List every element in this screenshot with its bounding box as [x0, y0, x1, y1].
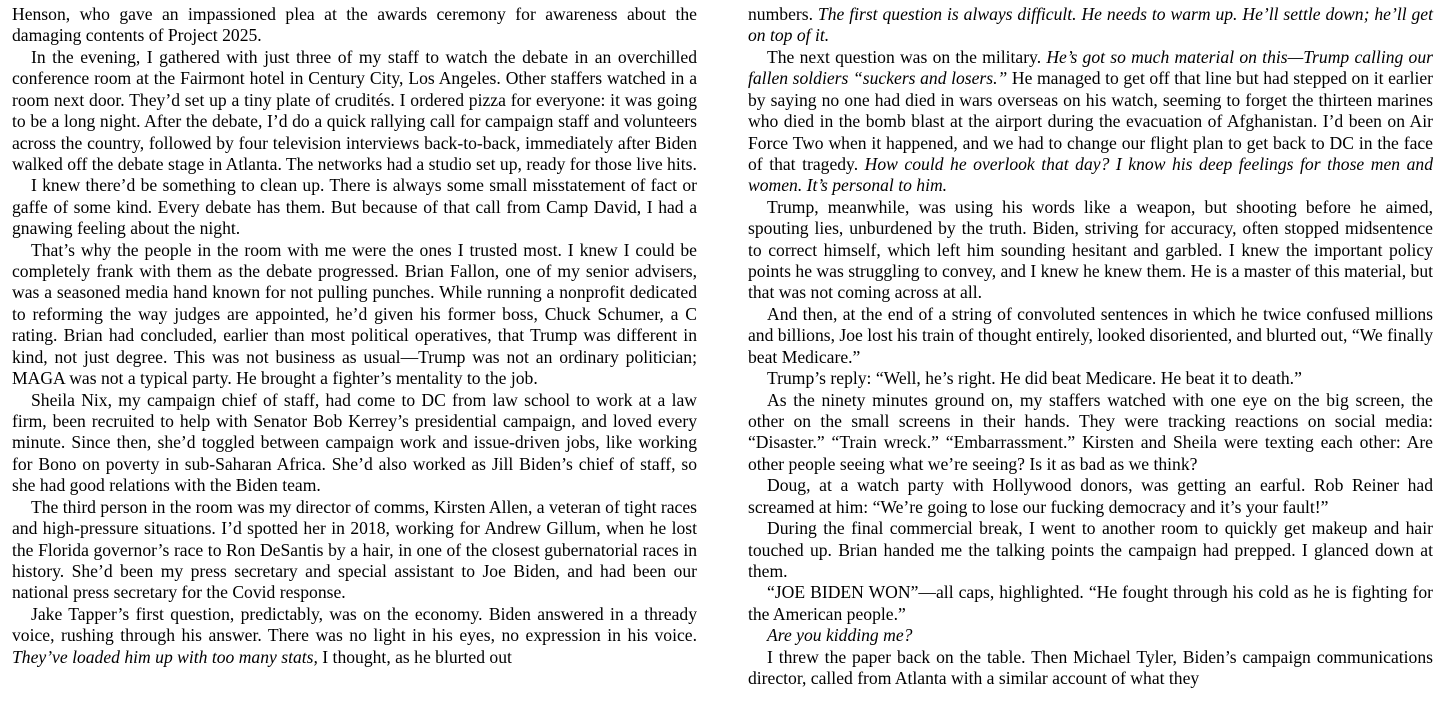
text-column-right [748, 4, 1433, 723]
italic-text-run: The first question is always difficult. He needs to warm up. He’ll settle down; he’ll get on top of it. [748, 4, 1433, 46]
text-run: He managed to get off that line but had stepped on it earlier by saying no one had died in wars overseas on his watch, seeming to forget the thirteen marines who died in the bomb blast at the airport during the evacuation of Afghanistan. I’d been on Air Force Two when it happened, and we had to change our flight plan to get back to DC in the face of that tragedy. [748, 68, 1434, 174]
italic-text-run: They’ve loaded him up with too many stats, [12, 646, 318, 667]
text-run: numbers. [748, 4, 818, 24]
text-run: Henson, who gave an impassioned plea at the awards ceremony for awareness about the damaging contents of Project 2025. [12, 4, 697, 46]
text-run: I knew there’d be something to clean up. There is always some small misstatement of fact or gaffe of some kind. Every debate has them. But because of that call from Camp David, I had a gnawing feeling about the night. [12, 175, 697, 239]
text-run: That’s why the people in the room with me were the ones I trusted most. I knew I could be completely frank with them as the debate progressed. Brian Fallon, one of my senior advisers, was a seasoned media hand known for not pulling punches. While running a nonprofit dedicated to reforming the way judges are appointed, he’d given his former boss, Chuck Schumer, a C rating. Brian had concluded, earlier than most political operatives, that Trump was different in kind, not just degree. This was not business as usual—Trump was not an ordinary politician; MAGA was not a typical party. He brought a fighter’s mentality to the job. [12, 239, 697, 389]
italic-text-run: Are you kidding me? [767, 625, 913, 646]
paragraph [12, 604, 697, 668]
paragraph [12, 47, 697, 176]
text-run: As the ninety minutes ground on, my staffers watched with one eye on the big screen, the other on the small screens in their hands. They were tracking reactions on social media: “Disaster.” “Train wreck.” “Embarrassment.” Kirsten and Sheila were texting each other: Are other people seeing what we’re seeing? Is it as bad as we think? [748, 389, 1433, 474]
text-run: Jake Tapper’s first question, predictably, was on the economy. Biden answered in a thready voice, rushing through his answer. There was no light in his eyes, no expression in his voice. [12, 603, 697, 646]
text-run: In the evening, I gathered with just three of my staff to watch the debate in an overchilled conference room at the Fairmont hotel in Century City, Los Angeles. Other staffers watched in a room next door. They’d set up a tiny plate of crudités. I ordered pizza for everyone: it was going to be a long night. After the debate, I’d do a quick rallying call for campaign staff and volunteers across the country, followed by four television interviews back-to-back, immediately after Biden walked off the debate stage in Atlanta. The networks had a studio set up, ready for those live hits. [12, 46, 697, 174]
text-run: Doug, at a watch party with Hollywood donors, was getting an earful. Rob Reiner had screamed at him: “We’re going to lose our fucking democracy and it’s your fault!” [748, 475, 1433, 517]
paragraph [748, 390, 1433, 476]
paragraph [748, 647, 1433, 690]
paragraph [748, 582, 1433, 625]
paragraph [748, 475, 1433, 518]
text-run: “JOE BIDEN WON”—all caps, highlighted. “He fought through his cold as he is fighting for the American people.” [748, 582, 1433, 624]
paragraph [12, 390, 697, 497]
paragraph [748, 368, 1433, 389]
paragraph [748, 197, 1433, 304]
text-run: Sheila Nix, my campaign chief of staff, had come to DC from law school to work at a law firm, been recruited to help with Senator Bob Kerrey’s presidential campaign, and loved every minute. Since then, she’d toggled between campaign work and issue-driven jobs, like working for Bono on poverty in sub-Saharan Africa. She’d also worked as Jill Biden’s chief of staff, so she had good relations with the Biden team. [12, 389, 697, 496]
text-run: And then, at the end of a string of convoluted sentences in which he twice confused millions and billions, Joe lost his train of thought entirely, looked disoriented, and blurted out, “We finally beat Medicare.” [748, 303, 1433, 367]
paragraph [748, 47, 1433, 197]
paragraph [748, 304, 1433, 368]
italic-text-run: How could he overlook that day? I know his deep feelings for those men and women. It’s personal to him. [748, 153, 1433, 196]
text-column-left [12, 4, 697, 723]
paragraph [12, 497, 697, 604]
paragraph [748, 4, 1433, 47]
text-run: I thought, as he blurted out [317, 646, 512, 667]
text-run: During the final commercial break, I went to another room to quickly get makeup and hair touched up. Brian handed me the talking points the campaign had prepped. I glanced down at them. [748, 518, 1433, 581]
paragraph [12, 175, 697, 239]
paragraph [748, 518, 1433, 582]
text-run: The next question was on the military. [767, 46, 1047, 67]
text-run: Trump’s reply: “Well, he’s right. He did beat Medicare. He beat it to death.” [767, 368, 1302, 389]
text-run: The third person in the room was my director of comms, Kirsten Allen, a veteran of tight races and high-pressure situations. I’d spotted her in 2018, working for Andrew Gillum, when he lost the Florida governor’s race to Ron DeSantis by a hair, in one of the closest gubernatorial races in history. She’d been my press secretary and special assistant to Joe Biden, and had been our national press secretary for the Covid response. [12, 496, 697, 603]
paragraph [12, 4, 697, 47]
paragraph [12, 240, 697, 390]
text-run: Trump, meanwhile, was using his words like a weapon, but shooting before he aimed, spouting lies, unburdened by the truth. Biden, striving for accuracy, often stopped midsentence to correct himself, which left him sounding hesitant and garbled. I knew the important policy points he was struggling to convey, and I knew he knew them. He is a master of this material, but that was not coming across at all. [748, 196, 1433, 303]
text-run: I threw the paper back on the table. Then Michael Tyler, Biden’s campaign communications director, called from Atlanta with a similar account of what they [748, 646, 1433, 689]
paragraph [748, 625, 1433, 646]
italic-text-run: He’s got so much material on this—Trump calling our fallen soldiers “suckers and losers.” [748, 46, 1433, 89]
